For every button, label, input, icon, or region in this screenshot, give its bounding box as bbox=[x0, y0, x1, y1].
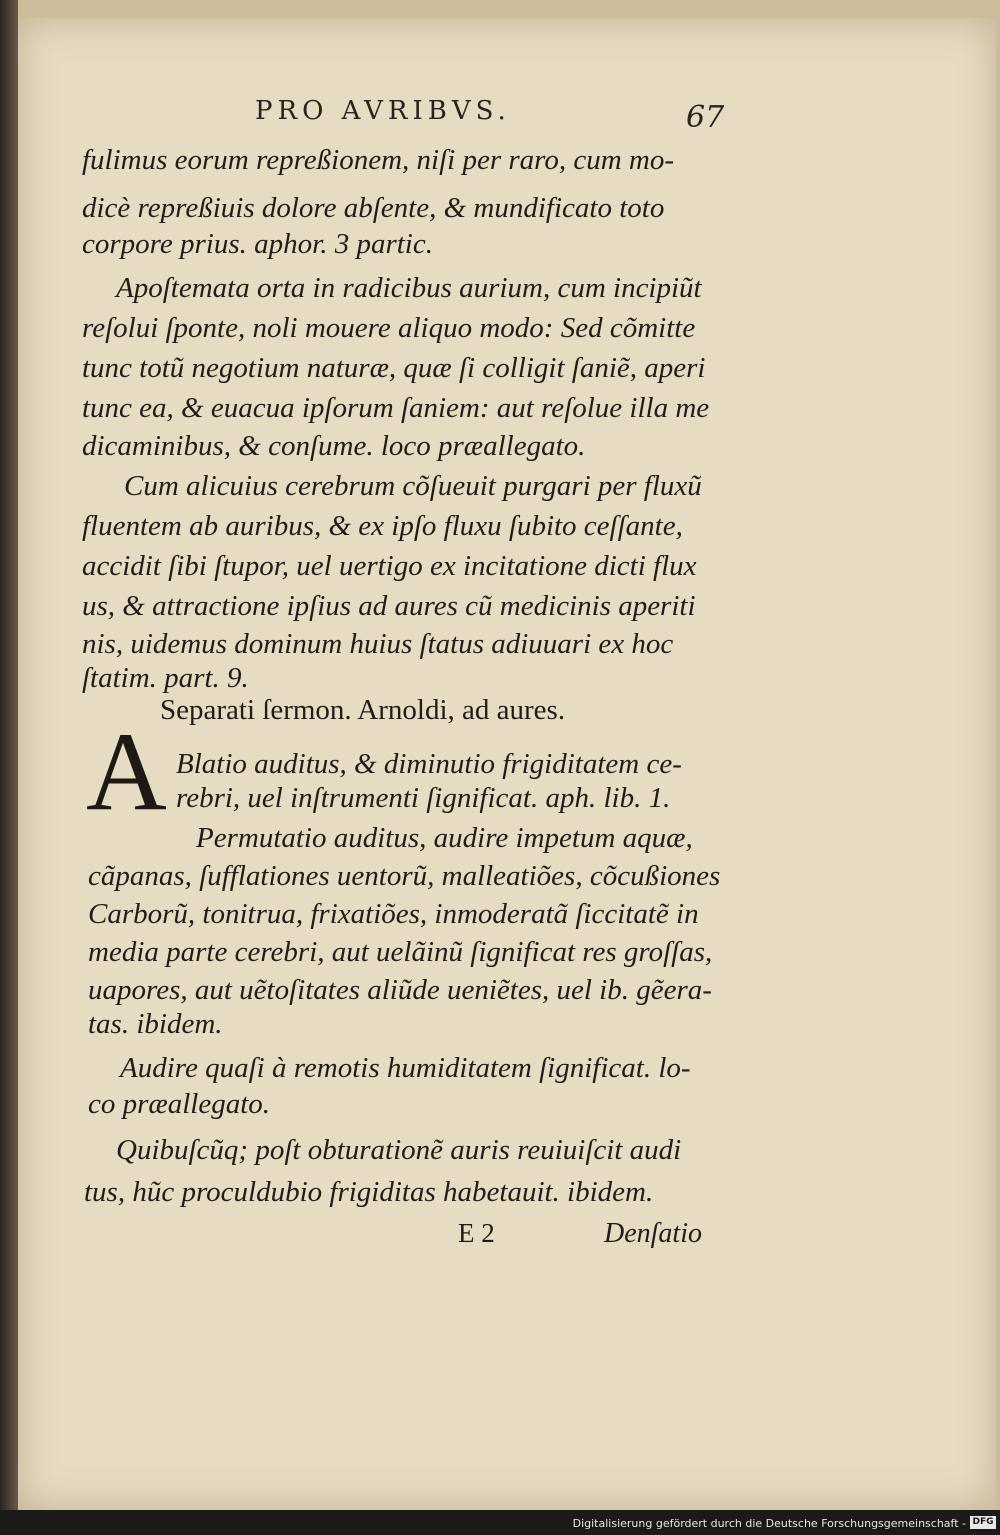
text-line: nis, uidemus dominum huius ſtatus adiuuari ex hoc bbox=[82, 628, 674, 660]
text-line: tus, hũc proculdubio frigiditas habetauit. ibidem. bbox=[84, 1176, 654, 1208]
drop-cap-initial: A bbox=[86, 710, 167, 834]
text-line: ſtatim. part. 9. bbox=[82, 662, 249, 694]
paragraph-first-line: Audire quaſi à remotis humiditatem ſignificat. lo- bbox=[120, 1052, 691, 1084]
text-line: co præallegato. bbox=[88, 1088, 271, 1120]
text-line: us, & attractione ipſius ad aures cũ medicinis aperiti bbox=[82, 590, 696, 622]
text-line: corpore prius. aphor. 3 partic. bbox=[82, 228, 433, 260]
text-line: dicaminibus, & conſume. loco præallegato. bbox=[82, 430, 586, 462]
footer-credit: Digitalisierung gefördert durch die Deutsche Forschungsgemeinschaft - bbox=[572, 1517, 966, 1530]
text-line: fulimus eorum repreßionem, niſi per raro, cum mo- bbox=[82, 144, 675, 176]
text-line: accidit ſibi ſtupor, uel uertigo ex incitatione dicti flux bbox=[82, 550, 697, 582]
text-line: rebri, uel inſtrumenti ſignificat. aph. lib. 1. bbox=[176, 782, 671, 814]
paragraph-first-line: Cum alicuius cerebrum cõſueuit purgari per fluxũ bbox=[124, 470, 702, 502]
text-line: tunc ea, & euacua ipſorum ſaniem: aut reſolue illa me bbox=[82, 392, 710, 424]
catchword: Denſatio bbox=[604, 1218, 702, 1249]
text-line: Blatio auditus, & diminutio frigiditatem ce- bbox=[176, 748, 682, 780]
text-line: reſolui ſponte, noli mouere aliquo modo: Sed cõmitte bbox=[82, 312, 696, 344]
text-line: cãpanas, ſufflationes uentorũ, malleatiões, cõcußiones bbox=[88, 860, 721, 892]
text-line: tas. ibidem. bbox=[88, 1008, 223, 1040]
text-line: uapores, aut uẽtoſitates aliũde ueniẽtes, uel ib. gẽera- bbox=[88, 974, 712, 1006]
page-number: 67 bbox=[686, 100, 725, 135]
signature-mark: E 2 bbox=[458, 1218, 495, 1248]
text-line: dicè repreßiuis dolore abſente, & mundificato toto bbox=[82, 192, 665, 224]
paragraph-first-line: Apoſtemata orta in radicibus aurium, cum incipiũt bbox=[116, 272, 702, 304]
dfg-logo: DFG bbox=[970, 1516, 996, 1529]
paragraph-first-line: Permutatio auditus, audire impetum aquæ, bbox=[196, 822, 693, 854]
text-line: Carborũ, tonitrua, frixatiões, inmoderatã ſiccitatẽ in bbox=[88, 898, 699, 930]
paragraph-first-line: Quibuſcũq; poſt obturationẽ auris reuiuiſcit audi bbox=[116, 1134, 682, 1166]
text-line: fluentem ab auribus, & ex ipſo fluxu ſubito ceſſante, bbox=[82, 510, 683, 542]
section-heading: Separati ſermon. Arnoldi, ad aures. bbox=[160, 694, 566, 726]
running-head: PRO AVRIBVS. bbox=[255, 96, 511, 126]
book-spine bbox=[0, 0, 18, 1510]
text-line: tunc totũ negotium naturæ, quæ ſi colligit ſaniẽ, aperi bbox=[82, 352, 706, 384]
text-line: media parte cerebri, aut uelãinũ ſignificat res groſſas, bbox=[88, 936, 713, 968]
